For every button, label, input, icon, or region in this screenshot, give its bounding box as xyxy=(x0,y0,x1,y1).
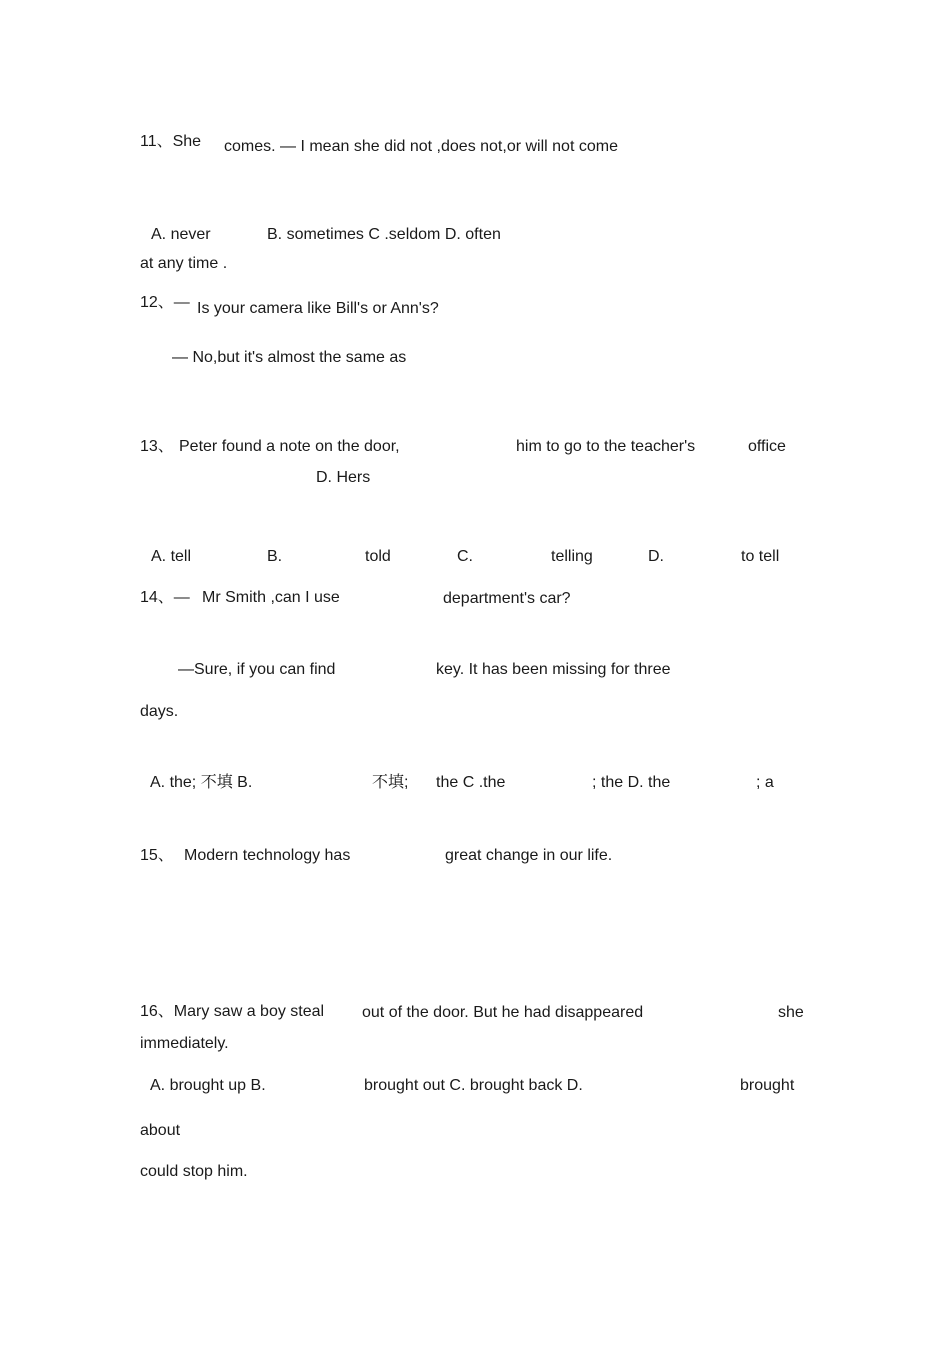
q16-text-part1: out of the door. But he had disappeared xyxy=(362,1004,644,1021)
q14-options-part2: 不填; xyxy=(372,774,409,791)
q13-option-d-label: D. xyxy=(648,548,664,565)
q14-continuation: days. xyxy=(140,703,179,720)
q14-number: 14、— xyxy=(140,589,190,606)
q13-text-part2: him to go to the teacher's xyxy=(516,438,696,455)
q16-options-continuation: about xyxy=(140,1122,181,1139)
q13-number: 13、 xyxy=(140,438,174,455)
q14-text-part1: Mr Smith ,can I use xyxy=(202,589,340,606)
q11-option-a: A. never xyxy=(151,226,211,243)
q11-options-bcd: B. sometimes C .seldom D. often xyxy=(267,226,501,243)
q13-option-c-label: C. xyxy=(457,548,473,565)
q16-options-part2: brought out C. brought back D. xyxy=(364,1077,583,1094)
q14-reply-part2: key. It has been missing for three xyxy=(436,661,671,678)
q12-number: 12、— xyxy=(140,294,190,311)
q13-option-b-label: B. xyxy=(267,548,283,565)
q14-reply-part1: —Sure, if you can find xyxy=(178,661,336,678)
q12-reply: — No,but it's almost the same as xyxy=(172,349,407,366)
q13-option-b-text: told xyxy=(365,548,391,565)
q16-options-part3: brought xyxy=(740,1077,795,1094)
q13-option-a: A. tell xyxy=(151,548,192,565)
q14-options-part1: A. the; 不填 B. xyxy=(150,774,253,791)
q15-number: 15、 xyxy=(140,847,174,864)
q15-text-part1: Modern technology has xyxy=(184,847,351,864)
q11-number: 11、She xyxy=(140,133,202,150)
q15-text-part2: great change in our life. xyxy=(445,847,613,864)
q12-option-d: D. Hers xyxy=(316,469,371,486)
q14-text-part2: department's car? xyxy=(443,590,571,607)
q14-options-part3: the C .the xyxy=(436,774,506,791)
q11-text: comes. — I mean she did not ,does not,or will not come xyxy=(224,138,618,155)
q16-text-part2: she xyxy=(778,1004,804,1021)
q13-text-part3: office xyxy=(748,438,786,455)
q13-option-d-text: to tell xyxy=(741,548,780,565)
q16-options-part1: A. brought up B. xyxy=(150,1077,266,1094)
q13-option-c-text: telling xyxy=(551,548,593,565)
q14-options-part5: ; a xyxy=(756,774,774,791)
q16-number-text: 16、Mary saw a boy steal xyxy=(140,1003,325,1020)
q14-options-part4: ; the D. the xyxy=(592,774,671,791)
q16-continuation: immediately. xyxy=(140,1035,229,1052)
q11-continuation: at any time . xyxy=(140,255,228,272)
q13-text-part1: Peter found a note on the door, xyxy=(179,438,400,455)
q12-text: Is your camera like Bill's or Ann's? xyxy=(197,300,439,317)
q16-last-line: could stop him. xyxy=(140,1163,248,1180)
